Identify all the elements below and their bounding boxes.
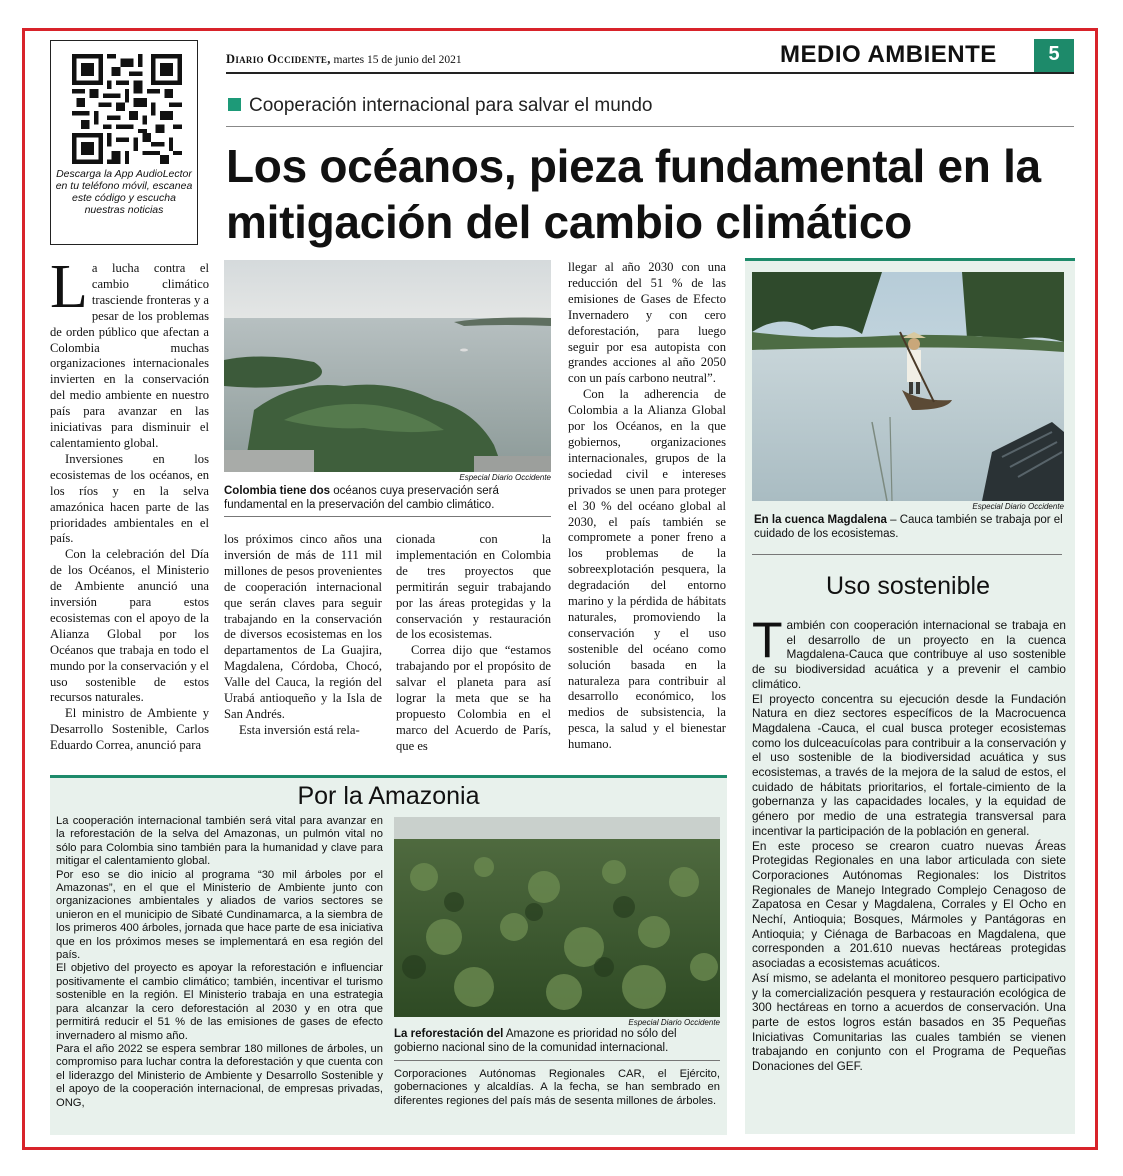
paragraph: Por eso se dio inicio al programa “30 mil árboles por el Amazonas”, en el que el Ministerio de Ambiente junto con organizaciones ambientales y aliados de varios sectores se unieron en el municipio de Sibaté Cundinamarca, a la siembra de los primeros 400 árboles, jornada que hace parte de esa iniciativa que en los próximos meses se implementará en esa región del país. [56, 868, 383, 962]
amazon-forest-photo [394, 817, 720, 1017]
paragraph: El ministro de Ambiente y Desarrollo Sostenible, Carlos Eduardo Correa, anunció para [50, 706, 209, 753]
paragraph: Con la adherencia de Colombia a la Alianza Global por los Océanos, en la que gobiernos, organizaciones internacionales, grupos de la sociedad civil e intereses privados se unen para proteger el 30 % del océano global al 2030, el país también se compromete a poner freno a los problemas de la sobreexplotación pesquera, la degradación del entorno marino y la pérdida de hábitats naturales, promoviendo la conservación y el uso sostenible del océano como solución basada en la naturaleza para contribuir al desarrollo económico, los medios de subsistencia, la pesca, la salud y el bienestar humano. [568, 387, 726, 752]
dropcap: L [50, 253, 88, 321]
photo-caption [754, 514, 1064, 541]
caption-text: Amazone es prioridad no sólo del gobierno nacional sino de la comunidad internacional. [394, 1028, 677, 1054]
kicker-rule [226, 126, 1074, 127]
paragraph: Así mismo, se adelanta el monitoreo pesquero participativo y la comercialización pesquera y restauración ecológica de 300 hectáreas en torno a acuerdos de conservación. Una parte de estos logros están basados en 35 Pequeñas Iniciativas Comunitarias las cuales también se vienen trabajando en conjunto con el Programa de Pequeñas Donaciones del GEF. [752, 970, 1066, 1074]
caption-lead: La reforestación del [394, 1028, 504, 1040]
paper-name: Diario Occidente, [226, 52, 331, 66]
photo-caption [224, 485, 551, 512]
paragraph: Para el año 2022 se espera sembrar 180 millones de árboles, un compromiso para luchar contra la deforestación y que cuenta con el liderazgo del Ministerio de Ambiente y Desarrollo Sostenible y el apoyo de la cooperación internacional, de empresas privadas, ONG, [56, 1042, 383, 1109]
dateline [226, 52, 462, 67]
paragraph: Inversiones en los ecosistemas de los océanos, en los ríos y en la selva amazónica hacen parte de las prioridades ambientales en el país. [50, 451, 209, 546]
sidebar-rule [752, 554, 1062, 555]
paragraph: Esta inversión está rela- [239, 722, 360, 737]
caption-lead: Colombia tiene dos [224, 485, 331, 497]
amazonia-title: Por la Amazonia [297, 782, 480, 810]
photo-credit: Especial Diario Occidente [628, 1018, 720, 1027]
issue-date: martes 15 de junio del 2021 [333, 54, 462, 66]
qr-code-icon[interactable] [72, 54, 182, 164]
paragraph: llegar al año 2030 con una reducción del 51 % de las emisiones de Gases de Efecto Invernadero y con cero deforestación, para luego seguir por esa autopista con grandes acciones al año 2050 con un país carbono neutral”. [568, 260, 726, 386]
headline: Los océanos, pieza fundamental en la mitigación del cambio climático [226, 140, 1041, 248]
paragraph: a lucha contra el cambio climático trasciende fronteras y a pesar de los problemas de orden público que afectan a Colombia muchas organizaciones internacionales invierten en la conservación del medio ambiente en nuestro país para avanzar en las iniciativas para disminuir el calentamiento global. [50, 261, 210, 450]
caption-text: océanos cuya preservación será fundamental en la preservación del cambio climático. [224, 485, 499, 511]
article-column-4 [568, 260, 726, 753]
paragraph: En este proceso se crearon cuatro nuevas Áreas Protegidas Regionales en una labor articulada con siete Corporaciones Autónomas Regionales: los Distritos Regionales de Manejo Integrado Complejo Cenagoso de Zapatosa en Cesar y Magdalena, Corrales y El Ocho en Nechí, Antioquia; Bosques, Mármoles y Pantágoras en Antioquia; y Ciénaga de Barbacoas en Magdalena, que corresponden a 201.610 nuevas hectáreas protegidas asociadas a ecosistemas acuáticos. [752, 838, 1066, 971]
paragraph: Corporaciones Autónomas Regionales CAR, el Ejército, gobernaciones y alcaldías. A la fecha, se han sembrado en diferentes regiones del país más de sesenta millones de árboles. [394, 1068, 720, 1107]
caption-lead: En la cuenca Magdalena [754, 514, 887, 526]
photo-credit: Especial Diario Occidente [459, 473, 551, 482]
caption-text: – Cauca también se trabaja por el cuidado de los ecosistemas. [754, 514, 1063, 540]
dropcap: T [752, 612, 783, 668]
caption-rule [394, 1060, 720, 1061]
section-title: MEDIO AMBIENTE [780, 41, 997, 68]
masthead-rule [226, 72, 1074, 74]
paragraph: La cooperación internacional también será vital para avanzar en la reforestación de la selva del Amazonas, un pulmón vital no sólo para Colombia sino también para la humanidad y clave para mitigar el calentamiento global. [56, 815, 383, 868]
sidebar-title: Uso sostenible [826, 572, 990, 600]
paragraph: El objetivo del proyecto es apoyar la reforestación e influenciar positivamente el cambio climático; también, incentivar el turismo sostenible en la región. El Ministerio trabaja en una estrategia para alcanzar la cero deforestación al 2030 y en otra que permitirá reducir el 51 % de las emisiones de gases de efecto invernadero al mismo año. [56, 962, 383, 1042]
photo-caption [394, 1028, 720, 1055]
sidebar-text [752, 612, 1066, 1074]
paragraph: Correa dijo que “estamos trabajando por el propósito de salvar el planeta para así lograr la meta que se ha propuesto Colombia en el marco del Acuerdo de París, que es [396, 643, 551, 753]
coast-mangrove-photo [224, 260, 551, 472]
kicker [228, 95, 652, 117]
kicker-text: Cooperación internacional para salvar el mundo [249, 95, 653, 116]
article-column-3 [396, 532, 551, 755]
page-number: 5 [1034, 39, 1074, 72]
paragraph: ambién con cooperación internacional se trabaja en el desarrollo de un proyecto en la cuenca Magdalena-Cauca que contribuye al uso sostenible de su biodiversidad acuática y a prevenir el cambio climático. [752, 618, 1066, 691]
qr-caption: Descarga la App AudioLector en tu teléfono móvil, escanea este código y escucha nuestras noticias [55, 168, 193, 216]
paragraph: Con la celebración del Día de los Océanos, el Ministerio de Ambiente anunció una inversión para estos ecosistemas con el apoyo de la Alianza Global por los Océanos que trabaja en todo el mundo por la conservación y el uso sostenible de estos recursos naturales. [50, 547, 209, 705]
paragraph: los próximos cinco años una inversión de más de 111 mil millones de pesos provenientes de cooperación internacional que serán claves para seguir trabajando en la conservación de diversos ecosistemas en los departamentos de La Guajira, Magdalena, Córdoba, Chocó, Valle del Cauca, la región del Urabá antioqueño y la Isla de San Andrés. [224, 532, 382, 721]
photo-credit: Especial Diario Occidente [972, 502, 1064, 511]
article-column-2 [224, 532, 382, 739]
paragraph: cionada con la implementación en Colombia de tres proyectos que permitirán seguir trabajando por las áreas protegidas y la conservación y restauración de los ecosistemas. [396, 532, 551, 642]
paragraph: El proyecto concentra su ejecución desde la Fundación Natura en diez sectores específicos de la Macrocuenca Magdalena -Cauca, el cual busca proteger ecosistemas como los dulceacuícolas para contribuir a la conservación y el uso sostenible de la biodiversidad acuática y sus ecosistemas, a través de la mejora de la salud de estos, el cuidado de hábitats prioritarios, el fortale-cimiento de la gobernanza y las capacidades locales, y la equidad de género por medio de una estrategia transversal para incentivar la participación de la población en general. [752, 691, 1066, 838]
river-fisherman-photo [752, 272, 1064, 501]
kicker-square-icon [228, 98, 241, 111]
amazonia-text [56, 815, 383, 1110]
article-column-1 [50, 253, 210, 754]
caption-rule [224, 516, 551, 517]
amazonia-text-cont [394, 1068, 720, 1108]
